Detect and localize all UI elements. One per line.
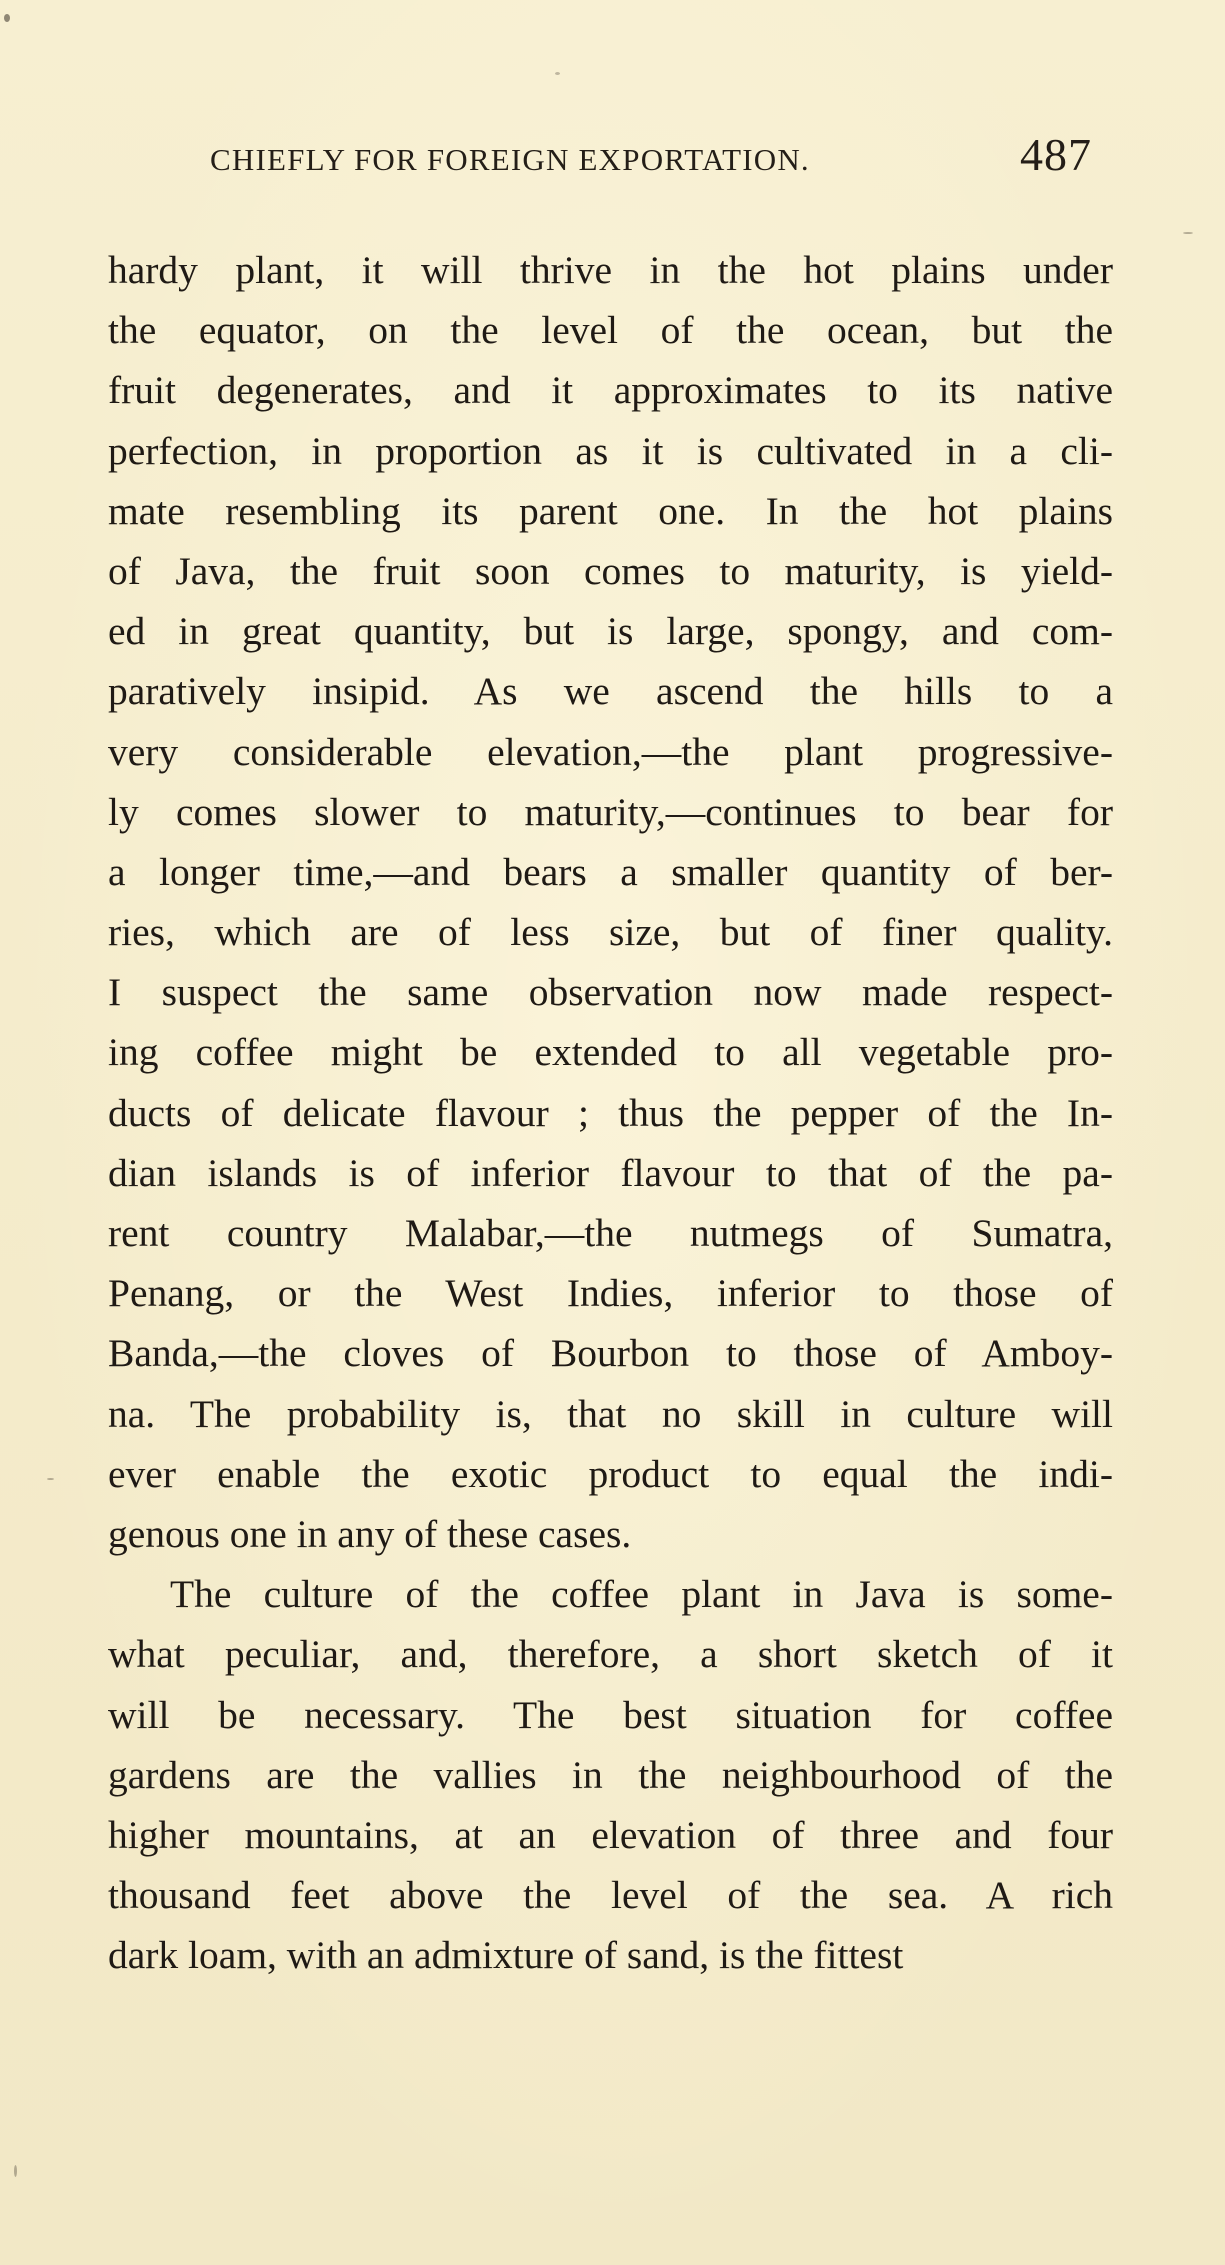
text-line: na. The probability is, that no skill in culture will — [108, 1391, 1113, 1436]
text-line: gardens are the vallies in the neighbourhood of the — [108, 1752, 1113, 1797]
text-line: mate resembling its parent one. In the hot plains — [108, 488, 1113, 533]
text-line: ducts of delicate flavour ; thus the pepper of the In- — [108, 1090, 1113, 1135]
ink-speck — [47, 1478, 54, 1480]
text-line: hardy plant, it will thrive in the hot plains under — [108, 248, 1113, 292]
text-line: the equator, on the level of the ocean, but the — [108, 308, 1113, 353]
text-line: what peculiar, and, therefore, a short sketch of it — [108, 1632, 1113, 1677]
paragraph-end-line: genous one in any of these cases. — [108, 1511, 632, 1556]
text-line: will be necessary. The best situation for coffee — [108, 1692, 1113, 1737]
text-line: rent country Malabar,—the nutmegs of Sumatra, — [108, 1211, 1113, 1255]
text-line: ing coffee might be extended to all vegetable pro- — [108, 1030, 1113, 1075]
running-head: CHIEFLY FOR FOREIGN EXPORTATION. — [210, 142, 810, 177]
paragraph-start-line: The culture of the coffee plant in Java is some- — [170, 1572, 1113, 1617]
text-line: paratively insipid. As we ascend the hills to a — [108, 669, 1113, 714]
ink-speck — [14, 2165, 17, 2177]
ink-speck — [555, 72, 560, 75]
text-line: perfection, in proportion as it is cultivated in a cli- — [108, 428, 1113, 473]
ink-speck — [1183, 232, 1193, 234]
text-line: thousand feet above the level of the sea. A rich — [108, 1873, 1113, 1918]
body-text — [108, 240, 1113, 1985]
text-line: ever enable the exotic product to equal the indi- — [108, 1451, 1113, 1496]
text-line: ed in great quantity, but is large, spongy, and com- — [108, 609, 1113, 654]
page-header — [210, 128, 1110, 198]
text-line: fruit degenerates, and it approximates to its native — [108, 368, 1113, 413]
text-line: dian islands is of inferior flavour to that of the pa- — [108, 1150, 1113, 1195]
text-line: a longer time,—and bears a smaller quantity of ber- — [108, 849, 1113, 894]
page-number: 487 — [1020, 129, 1092, 180]
text-line: ries, which are of less size, but of finer quality. — [108, 910, 1113, 955]
text-line: very considerable elevation,—the plant progressive- — [108, 729, 1113, 774]
text-line: Banda,—the cloves of Bourbon to those of Amboy- — [108, 1331, 1113, 1376]
text-line: of Java, the fruit soon comes to maturity, is yield- — [108, 548, 1113, 593]
text-line: higher mountains, at an elevation of three and four — [108, 1812, 1113, 1857]
text-line: I suspect the same observation now made respect- — [108, 970, 1113, 1015]
text-line: Penang, or the West Indies, inferior to those of — [108, 1271, 1113, 1316]
text-line: dark loam, with an admixture of sand, is the fittest — [108, 1933, 904, 1978]
ink-speck — [4, 14, 10, 22]
text-line: ly comes slower to maturity,—continues to bear for — [108, 789, 1113, 834]
